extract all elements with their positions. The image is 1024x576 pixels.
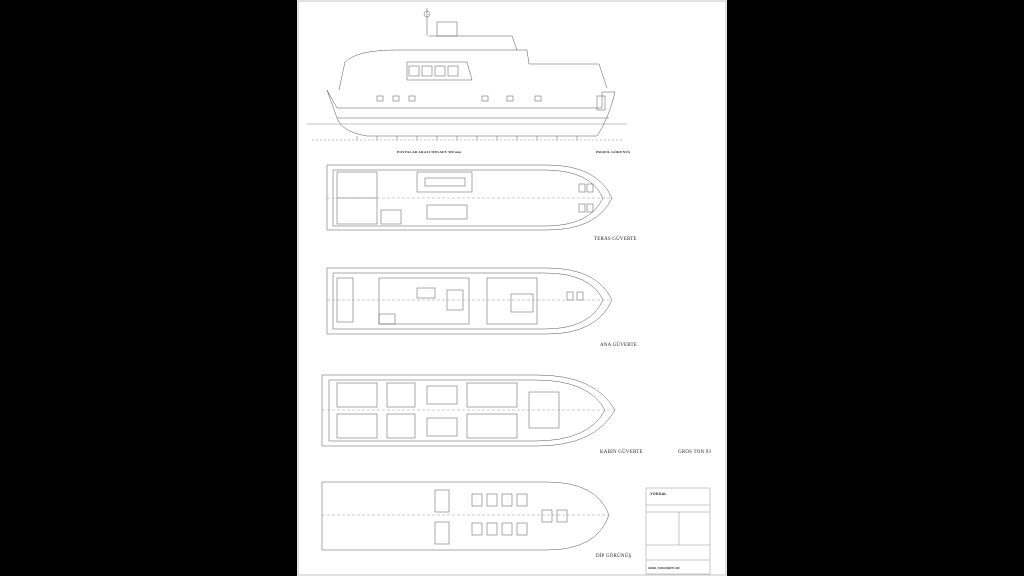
- main-hull: [327, 268, 612, 334]
- main-deck-label: ANA GÜVERTE: [600, 343, 638, 348]
- flybridge-top: [429, 36, 517, 50]
- cabin-deck-view: [322, 375, 615, 446]
- project-title: GENEL YERLEŞİM PLANI: [648, 567, 680, 570]
- title-block-text: [646, 488, 710, 576]
- superstructure: [339, 50, 607, 90]
- terrace-hull: [327, 165, 612, 230]
- cabin-deck-label: KABİN GÜVERTE: [600, 450, 643, 455]
- company-logo: YOKSAL: [650, 491, 667, 496]
- terrace-deck-label: TERAS GÜVERTE: [594, 237, 637, 242]
- terrace-deck-view: [327, 165, 612, 230]
- bottom-view: [322, 482, 609, 550]
- hull-outline: [327, 90, 615, 136]
- cabin-hull: [322, 375, 615, 446]
- window-block: [407, 62, 472, 80]
- profile-view: [307, 8, 627, 140]
- drawing-sheet: [297, 0, 727, 576]
- bottom-view-label: DİP GÖRÜNÜŞ: [596, 554, 632, 559]
- mast-base: [437, 22, 457, 36]
- gross-ton-label: GROS TON 93: [678, 450, 712, 455]
- profile-view-label: PROFİL GÖRÜNÜŞ: [596, 150, 631, 154]
- bottom-hull: [322, 482, 609, 550]
- main-deck-view: [327, 268, 612, 334]
- profile-note: POSTALAR ARASI MESAFE 500 mm: [397, 150, 462, 154]
